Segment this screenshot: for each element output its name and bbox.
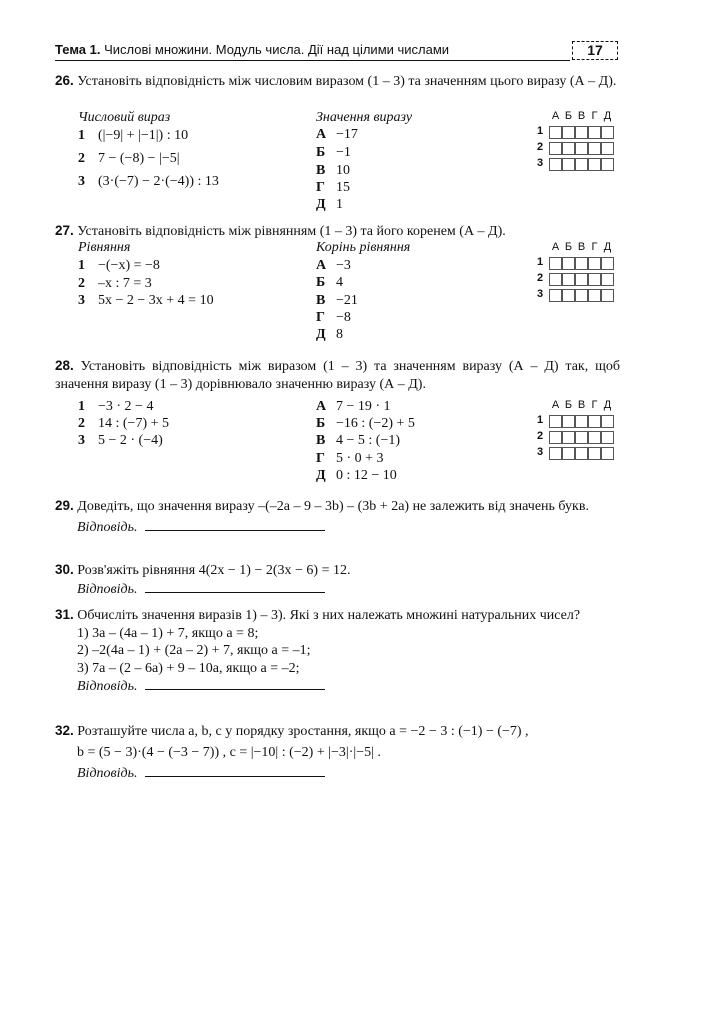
right-item: Д 0 : 12 − 10 [316, 468, 397, 483]
grid-row [537, 430, 622, 444]
expression: −(−x) = −8 [98, 258, 160, 273]
right-item: Д 8 [316, 327, 343, 342]
answer-cell[interactable] [601, 447, 614, 460]
grid-row-number: 1 [537, 125, 544, 137]
sub-item: 2) –2(4a – 1) + (2a – 2) + 7, якщо a = –1; [77, 643, 311, 658]
answer-cell[interactable] [562, 257, 575, 270]
expression: (3·(−7) − 2·(−4)) : 13 [98, 174, 219, 189]
answer-cell[interactable] [601, 415, 614, 428]
page-header [55, 41, 618, 59]
answer-field[interactable] [145, 677, 325, 690]
answer-cell[interactable] [549, 447, 562, 460]
answer-cell[interactable] [575, 431, 588, 444]
expression: 5x − 2 − 3x + 4 = 10 [98, 293, 214, 308]
sub-item: 1) 3a – (4a – 1) + 7, якщо a = 8; [77, 625, 259, 641]
question-number: 27. [55, 223, 74, 238]
question-number: 28. [55, 358, 74, 373]
right-item: Г 15 [316, 180, 350, 195]
answer-cell[interactable] [588, 142, 601, 155]
answer-cell[interactable] [588, 431, 601, 444]
question-28 [55, 357, 620, 393]
expression: –x : 7 = 3 [98, 276, 152, 291]
right-item: В 10 [316, 163, 350, 178]
grid-letters [549, 399, 614, 411]
expression: 5 − 2 · (−4) [98, 433, 163, 448]
left-item: 3 5 − 2 · (−4) [78, 433, 163, 448]
grid-letters [549, 241, 614, 253]
answer-cell[interactable] [575, 289, 588, 302]
grid-row [537, 157, 622, 171]
right-item: А −17 [316, 127, 358, 142]
answer-cell[interactable] [549, 273, 562, 286]
question-text: Доведіть, що значення виразу –(–2a – 9 – 3b) – (3b + 2a) не залежить від значень букв. [77, 499, 589, 514]
topic-label: Тема 1. [55, 42, 101, 57]
grid-letter: Г [591, 399, 598, 411]
right-item: В −21 [316, 293, 358, 308]
question-number: 31. [55, 607, 74, 622]
grid-row [537, 446, 622, 460]
answer-cell[interactable] [601, 142, 614, 155]
question-text: Розташуйте числа a, b, c у порядку зростання, якщо a = −2 − 3 : (−1) − (−7) , [77, 724, 529, 739]
answer-cell[interactable] [575, 415, 588, 428]
question-number: 29. [55, 498, 74, 513]
right-item: А 7 − 19 · 1 [316, 399, 391, 414]
grid-row [537, 125, 622, 139]
question-text: Установіть відповідність між числовим виразом (1 – 3) та значенням цього виразу (А – Д). [77, 74, 617, 89]
answer-cell[interactable] [588, 257, 601, 270]
answer-cell[interactable] [549, 415, 562, 428]
answer-cell[interactable] [575, 126, 588, 139]
answer-cell[interactable] [562, 142, 575, 155]
left-item: 3 5x − 2 − 3x + 4 = 10 [78, 293, 214, 308]
answer-cell[interactable] [601, 431, 614, 444]
page-number: 17 [572, 41, 618, 60]
grid-row-number: 2 [537, 141, 544, 153]
question-text: Розв'яжіть рівняння 4(2x − 1) − 2(3x − 6) = 12. [77, 563, 351, 578]
right-item: Б 4 [316, 275, 343, 290]
answer-cell[interactable] [562, 126, 575, 139]
answer-cell[interactable] [575, 257, 588, 270]
answer-cell[interactable] [588, 447, 601, 460]
question-text: Установіть відповідність між рівнянням (1 – 3) та його коренем (А – Д). [77, 224, 506, 239]
grid-row [537, 288, 622, 302]
grid-letter: В [577, 241, 586, 253]
answer-cell[interactable] [549, 257, 562, 270]
answer-cell[interactable] [562, 273, 575, 286]
answer-cell[interactable] [588, 273, 601, 286]
answer-cell[interactable] [601, 257, 614, 270]
left-item: 1 −(−x) = −8 [78, 258, 160, 273]
grid-row-number: 3 [537, 157, 544, 169]
answer-cell[interactable] [562, 447, 575, 460]
grid-letter: В [577, 110, 586, 122]
answer-cell[interactable] [549, 126, 562, 139]
grid-row-number: 2 [537, 430, 544, 442]
grid-row [537, 141, 622, 155]
left-item: 2 7 − (−8) − |−5| [78, 151, 180, 166]
grid-row-number: 3 [537, 446, 544, 458]
sub-item: 3) 7a – (2 – 6a) + 9 – 10a, якщо a = –2; [77, 660, 300, 676]
grid-letter: Б [564, 241, 573, 253]
grid-letter: Б [564, 110, 573, 122]
left-item: 3 (3·(−7) − 2·(−4)) : 13 [78, 174, 219, 189]
right-item: А −3 [316, 258, 351, 273]
answer-label: Відповідь. [77, 581, 138, 597]
answer-cell[interactable] [601, 126, 614, 139]
grid-letter: Г [591, 110, 598, 122]
answer-cell[interactable] [588, 158, 601, 171]
grid-letter: А [551, 399, 560, 411]
answer-cell[interactable] [549, 289, 562, 302]
question-number: 30. [55, 562, 74, 577]
right-item: Г −8 [316, 310, 351, 325]
grid-letters [549, 110, 614, 122]
answer-cell[interactable] [588, 289, 601, 302]
expression: (|−9| + |−1|) : 10 [98, 128, 189, 143]
grid-letter: Д [603, 110, 612, 122]
question-31 [55, 606, 620, 696]
left-column-head: Числовий вираз [78, 110, 171, 125]
question-text: Обчисліть значення виразів 1) – 3). Які з них належать множині натуральних чисел? [77, 608, 581, 623]
topic-line [55, 42, 449, 57]
answer-cell[interactable] [562, 431, 575, 444]
answer-label: Відповідь. [77, 679, 138, 694]
grid-letter: А [551, 110, 560, 122]
answer-cell[interactable] [549, 142, 562, 155]
question-29 [55, 497, 620, 536]
answer-field[interactable] [145, 518, 325, 531]
question-32 [55, 722, 620, 783]
right-item: Г 5 · 0 + 3 [316, 451, 384, 466]
grid-row-number: 1 [537, 414, 544, 426]
answer-cell[interactable] [549, 158, 562, 171]
answer-cell[interactable] [575, 273, 588, 286]
answer-cell[interactable] [562, 158, 575, 171]
question-number: 26. [55, 73, 74, 88]
right-column-head: Корінь рівняння [316, 240, 411, 255]
expression: 14 : (−7) + 5 [98, 416, 170, 431]
grid-letter: В [577, 399, 586, 411]
grid-letter: Д [603, 241, 612, 253]
left-item: 2 14 : (−7) + 5 [78, 416, 170, 431]
expression: 7 − (−8) − |−5| [98, 151, 180, 166]
answer-cell[interactable] [601, 273, 614, 286]
answer-cell[interactable] [562, 289, 575, 302]
answer-field[interactable] [145, 580, 325, 593]
question-26 [55, 72, 620, 91]
grid-row [537, 256, 622, 270]
grid-row [537, 272, 622, 286]
grid-letter: Г [591, 241, 598, 253]
answer-cell[interactable] [549, 431, 562, 444]
expression: −3 · 2 − 4 [98, 399, 154, 414]
grid-row-number: 2 [537, 272, 544, 284]
grid-row-number: 3 [537, 288, 544, 300]
header-rule [55, 60, 570, 61]
question-text-line2: b = (5 − 3)·(4 − (−3 − 7)) , c = |−10| : (−2) + |−3|·|−5| . [77, 744, 381, 760]
answer-field[interactable] [145, 764, 325, 777]
right-item: Б −16 : (−2) + 5 [316, 416, 415, 431]
answer-cell[interactable] [575, 158, 588, 171]
question-27 [55, 222, 620, 241]
answer-label: Відповідь. [77, 519, 138, 535]
answer-cell[interactable] [562, 415, 575, 428]
grid-letter: Б [564, 399, 573, 411]
question-30 [55, 561, 620, 598]
answer-label: Відповідь. [77, 766, 138, 781]
grid-row-number: 1 [537, 256, 544, 268]
right-item: В 4 − 5 : (−1) [316, 433, 401, 448]
right-item: Б −1 [316, 145, 351, 160]
left-column-head: Рівняння [78, 240, 131, 255]
grid-letter: Д [603, 399, 612, 411]
left-item: 1 −3 · 2 − 4 [78, 399, 154, 414]
answer-cell[interactable] [588, 415, 601, 428]
left-item: 1 (|−9| + |−1|) : 10 [78, 128, 189, 143]
left-item: 2 –x : 7 = 3 [78, 276, 152, 291]
answer-cell[interactable] [601, 158, 614, 171]
topic-title: Числові множини. Модуль числа. Дії над цілими числами [104, 42, 450, 57]
right-column-head: Значення виразу [316, 110, 413, 125]
question-text: Установіть відповідність між виразом (1 – 3) та значенням виразу (А – Д) так, щоб значення виразу (1 – 3) дорівнювало значенню виразу (А – Д). [55, 359, 620, 392]
answer-cell[interactable] [588, 126, 601, 139]
right-item: Д 1 [316, 197, 343, 212]
question-number: 32. [55, 723, 74, 738]
grid-row [537, 414, 622, 428]
answer-cell[interactable] [601, 289, 614, 302]
answer-cell[interactable] [575, 142, 588, 155]
answer-cell[interactable] [575, 447, 588, 460]
grid-letter: А [551, 241, 560, 253]
